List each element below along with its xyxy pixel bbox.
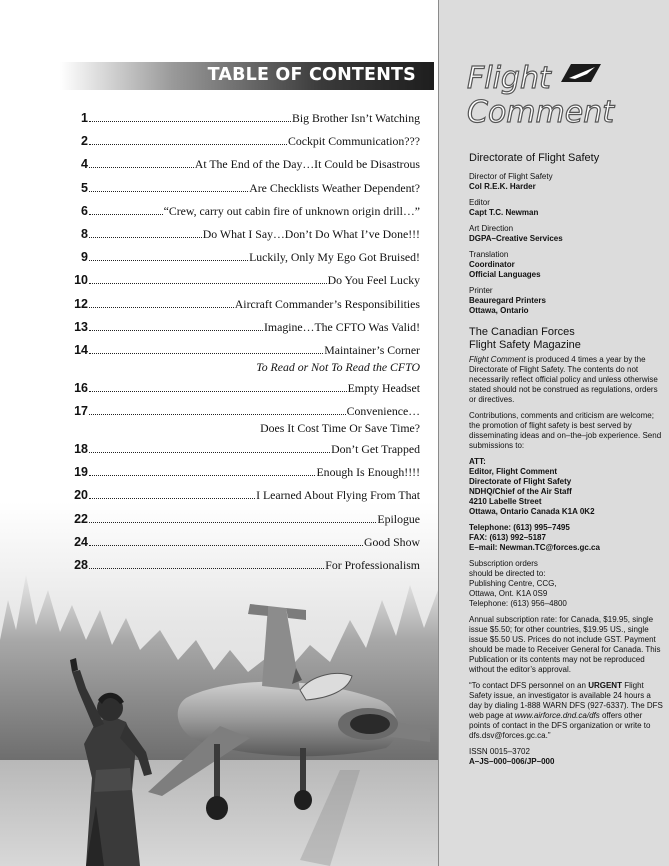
magazine-heading [469, 326, 664, 351]
toc-page-number: 18 [74, 442, 88, 457]
toc-page-number: 20 [74, 488, 88, 503]
directorate-heading: Directorate of Flight Safety [469, 152, 600, 164]
toc-entry[interactable] [72, 441, 420, 464]
toc-page-number: 5 [81, 180, 88, 195]
toc-page-number: 10 [74, 273, 88, 288]
email-link[interactable]: E–mail: Newman.TC@forces.gc.ca [469, 543, 600, 552]
logo-word-comment: Comment [467, 95, 614, 130]
toc-leader-dots [89, 283, 327, 284]
toc-title: TABLE OF CONTENTS [207, 65, 416, 85]
address-line: 4210 Labelle Street [469, 497, 542, 506]
toc-entry-title: For Professionalism [325, 558, 420, 572]
toc-leader-dots [89, 191, 248, 192]
intro-paragraph [469, 355, 664, 405]
address-line: Directorate of Flight Safety [469, 477, 572, 486]
subscription-line: Subscription orders [469, 559, 538, 568]
toc-page-number: 2 [81, 134, 88, 149]
toc-page-number: 9 [81, 250, 88, 265]
toc-leader-dots [89, 237, 202, 238]
toc-entry[interactable] [72, 156, 420, 179]
toc-entry[interactable] [72, 226, 420, 249]
toc-leader-dots [89, 353, 323, 354]
toc-entry-title: Luckily, Only My Ego Got Bruised! [249, 250, 420, 265]
director-name: Col R.E.K. Harder [469, 182, 536, 191]
toc-page-number: 1 [81, 111, 88, 125]
toc-leader-dots [89, 414, 346, 415]
toc-entry-subtitle: To Read or Not To Read the CFTO [256, 359, 420, 374]
toc-entry[interactable] [72, 511, 420, 534]
toc-entry-title: Epilogue [377, 511, 420, 526]
toc-entry-title: Convenience… [346, 404, 420, 419]
toc-entry-title: I Learned About Flying From That [256, 488, 420, 503]
submission-address [469, 457, 664, 517]
toc-entry[interactable] [72, 133, 420, 156]
magazine-heading-line: The Canadian Forces [469, 326, 575, 338]
toc-leader-dots [89, 330, 263, 331]
toc-leader-dots [89, 545, 363, 546]
toc-page-number: 4 [81, 157, 88, 172]
toc-page-number: 16 [74, 380, 88, 395]
toc-leader-dots [89, 498, 255, 499]
toc-entry[interactable] [72, 342, 420, 380]
toc-entry[interactable] [72, 296, 420, 319]
toc-entry-title: Are Checklists Weather Dependent? [249, 180, 420, 195]
toc-entry-subtitle: Does It Cost Time Or Save Time? [260, 421, 420, 436]
toc-entry[interactable] [72, 487, 420, 510]
toc-leader-dots [89, 522, 376, 523]
jet-icon [561, 64, 601, 82]
dfs-text: offers other points of contact in the DFS organization or write to dfs.dsv@forces.gc.ca.” [469, 711, 651, 740]
translation-value: Official Languages [469, 270, 541, 279]
toc-entry[interactable] [72, 380, 420, 403]
toc-list [72, 110, 420, 580]
toc-leader-dots [89, 121, 291, 122]
toc-entry-title: Empty Headset [347, 380, 420, 395]
toc-entry-title: Do You Feel Lucky [327, 273, 420, 288]
toc-entry-title: Aircraft Commander’s Responsibilities [234, 296, 420, 311]
toc-page-number: 19 [74, 465, 88, 480]
toc-entry-title: Enough Is Enough!!!! [316, 465, 420, 480]
toc-entry[interactable] [72, 319, 420, 342]
toc-leader-dots [89, 475, 315, 476]
toc-page-number: 22 [74, 511, 88, 526]
fax-line: FAX: (613) 992–5187 [469, 533, 546, 542]
art-direction-name: DGPA–Creative Services [469, 234, 563, 243]
toc-entry[interactable] [72, 249, 420, 272]
rates-paragraph: Annual subscription rate: for Canada, $19.95, single issue $5.50; for other countries, $19.95 US., single issue $5.50 US. Prices do not include GST. Payment should be made to Receiver General for Canada. This Publication or its contents may not be reproduced without the editor’s approval. [469, 615, 661, 674]
masthead-text [469, 152, 664, 767]
toc-page-number: 6 [81, 203, 88, 218]
translation-label: Translation [469, 250, 509, 259]
toc-entry-title: “Crew, carry out cabin fire of unknown origin drill…” [163, 203, 420, 218]
toc-entry[interactable] [72, 203, 420, 226]
subscription-line: Ottawa, Ont. K1A 0S9 [469, 589, 548, 598]
toc-entry-title: Big Brother Isn’t Watching [291, 111, 420, 125]
telephone-line: Telephone: (613) 995–7495 [469, 523, 570, 532]
dfs-web-link[interactable]: www.airforce.dnd.ca/dfs [514, 711, 600, 720]
toc-leader-dots [89, 568, 324, 569]
toc-entry-title: Good Show [363, 534, 420, 549]
dfs-contact-paragraph [469, 681, 664, 741]
toc-entry-title: Don’t Get Trapped [331, 442, 420, 457]
toc-entry[interactable] [72, 110, 420, 133]
toc-entry[interactable] [72, 464, 420, 487]
subscription-line: Telephone: (613) 956–4800 [469, 599, 567, 608]
toc-entry[interactable] [72, 180, 420, 203]
intro-text: is produced 4 times a year by the Directorate of Flight Safety. The contents do not necessarily reflect official policy and unless otherwise stated should not be construed as regulations, orders or directives. [469, 355, 658, 404]
toc-page-number: 12 [74, 296, 88, 311]
toc-entry[interactable] [72, 534, 420, 557]
publication-code: A–JS–000–006/JP–000 [469, 757, 555, 766]
toc-entry-title: Imagine…The CFTO Was Valid! [264, 319, 420, 334]
printer-value: Ottawa, Ontario [469, 306, 529, 315]
editor-name: Capt T.C. Newman [469, 208, 539, 217]
subscription-line: Publishing Centre, CCG, [469, 579, 557, 588]
address-line: NDHQ/Chief of the Air Staff [469, 487, 572, 496]
urgent-label: URGENT [588, 681, 622, 690]
toc-leader-dots [89, 260, 248, 261]
toc-entry-title: Cockpit Communication??? [287, 134, 420, 149]
address-line: ATT: [469, 457, 486, 466]
toc-leader-dots [89, 307, 234, 308]
toc-entry[interactable] [72, 557, 420, 580]
printer-value: Beauregard Printers [469, 296, 546, 305]
toc-entry[interactable] [72, 272, 420, 295]
toc-leader-dots [89, 391, 347, 392]
toc-title-banner [60, 62, 434, 90]
director-label: Director of Flight Safety [469, 172, 553, 181]
magazine-name: Flight Comment [469, 355, 526, 364]
translation-value: Coordinator [469, 260, 515, 269]
address-line: Ottawa, Ontario Canada K1A 0K2 [469, 507, 595, 516]
logo-word-flight: Flight [467, 61, 551, 96]
address-line: Editor, Flight Comment [469, 467, 557, 476]
subscription-line: should be directed to: [469, 569, 546, 578]
editor-label: Editor [469, 198, 490, 207]
contact-info [469, 523, 664, 553]
toc-page-number: 8 [81, 226, 88, 241]
toc-entry-title: Maintainer’s Corner [324, 342, 420, 357]
toc-page-number: 28 [74, 558, 88, 572]
toc-entry-title: At The End of the Day…It Could be Disastrous [194, 157, 420, 172]
toc-page-number: 17 [74, 404, 88, 419]
contributions-paragraph: Contributions, comments and criticism are welcome; the promotion of flight safety is best served by disseminating ideas and on–the–job experience. Send submissions to: [469, 411, 662, 450]
printer-label: Printer [469, 286, 493, 295]
toc-page-number: 13 [74, 319, 88, 334]
toc-leader-dots [89, 214, 163, 215]
toc-entry-title: Do What I Say…Don’t Do What I’ve Done!!! [202, 226, 420, 241]
subscription-info [469, 559, 664, 609]
toc-entry[interactable] [72, 403, 420, 441]
magazine-heading-line: Flight Safety Magazine [469, 338, 581, 351]
art-direction-label: Art Direction [469, 224, 514, 233]
flight-comment-logo [463, 58, 655, 130]
toc-page-number: 24 [74, 534, 88, 549]
issn: ISSN 0015–3702 [469, 747, 530, 756]
toc-leader-dots [89, 167, 194, 168]
dfs-text: Flight Safety issue, an investigator is available 24 hours a day by dialing 1-888 WARN DFS (927-6337). The DFS web page at [469, 681, 663, 720]
toc-leader-dots [89, 144, 287, 145]
toc-page-number: 14 [74, 342, 88, 357]
masthead-sidebar [438, 0, 669, 866]
dfs-text: “To contact DFS personnel on an [469, 681, 589, 690]
toc-leader-dots [89, 452, 330, 453]
